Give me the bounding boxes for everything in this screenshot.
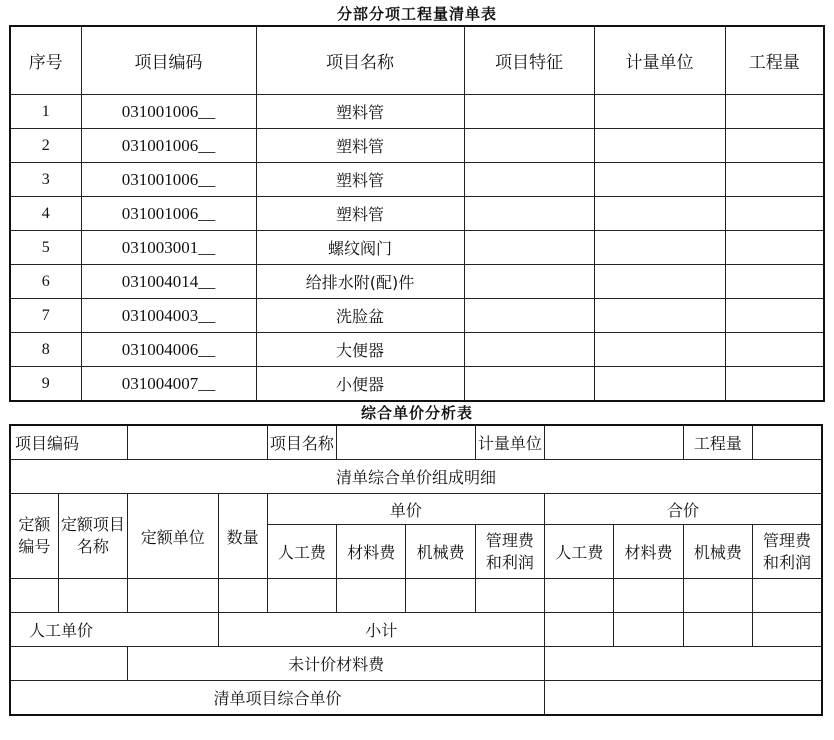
blank-cell [545, 613, 614, 647]
blank-cell [753, 579, 822, 613]
cell-item-name: 洗脸盆 [256, 299, 464, 333]
cell-item-code: 031001006__ [81, 163, 256, 197]
table-row [10, 231, 824, 265]
blank-cell [10, 647, 128, 681]
blank-cell [267, 579, 336, 613]
item-name-value [337, 425, 476, 460]
mgmt-line1: 管理费 [485, 530, 534, 550]
blank-cell [614, 579, 683, 613]
subtotal-row [10, 613, 822, 647]
cell-item-feature [464, 163, 594, 197]
price-group-row [10, 494, 822, 525]
blank-cell [545, 579, 614, 613]
cell-serial-no: 6 [10, 265, 81, 299]
cell-quantity [725, 333, 824, 367]
blank-data-row [10, 579, 822, 613]
count-header: 数量 [218, 494, 267, 579]
cell-item-feature [464, 333, 594, 367]
unit-price-analysis-title: 综合单价分析表 [360, 404, 473, 422]
cell-unit [594, 333, 725, 367]
quantity-label: 工程量 [683, 425, 752, 460]
cell-serial-no: 2 [10, 129, 81, 163]
mgmt-line1: 管理费 [763, 530, 812, 550]
unpriced-material-label: 未计价材料费 [128, 647, 545, 681]
cell-item-name: 大便器 [256, 333, 464, 367]
total-machine-header: 机械费 [683, 525, 752, 579]
item-code-label: 项目编码 [10, 425, 128, 460]
cell-item-code: 031004006__ [81, 333, 256, 367]
cell-unit [594, 367, 725, 402]
cell-item-name: 螺纹阀门 [256, 231, 464, 265]
cell-unit [594, 231, 725, 265]
table-row [10, 163, 824, 197]
cell-item-code: 031004007__ [81, 367, 256, 402]
cell-item-code: 031003001__ [81, 231, 256, 265]
blank-cell [337, 579, 406, 613]
table-header-row [10, 26, 824, 95]
cell-item-name: 塑料管 [256, 95, 464, 129]
cell-serial-no: 5 [10, 231, 81, 265]
cell-item-code: 031001006__ [81, 129, 256, 163]
unit-machine-header: 机械费 [406, 525, 475, 579]
labor-unit-price-label: 人工单价 [10, 613, 218, 647]
table-row [10, 299, 824, 333]
mgmt-line2: 和利润 [763, 552, 812, 572]
cell-unit [594, 163, 725, 197]
blank-cell [683, 579, 752, 613]
cell-quantity [725, 163, 824, 197]
detail-heading: 清单综合单价组成明细 [10, 460, 822, 494]
table-row [10, 367, 824, 402]
item-code-value [128, 425, 268, 460]
cell-item-name: 塑料管 [256, 163, 464, 197]
cell-item-code: 031001006__ [81, 95, 256, 129]
cell-item-feature [464, 197, 594, 231]
cell-quantity [725, 265, 824, 299]
cell-serial-no: 3 [10, 163, 81, 197]
cell-serial-no: 4 [10, 197, 81, 231]
subtotal-label: 小计 [218, 613, 545, 647]
blank-cell [614, 613, 683, 647]
cell-item-code: 031004003__ [81, 299, 256, 333]
cell-unit [594, 129, 725, 163]
cell-quantity [725, 367, 824, 402]
table-row [10, 265, 824, 299]
blank-cell [58, 579, 127, 613]
unit-labor-header: 人工费 [267, 525, 336, 579]
cell-quantity [725, 299, 824, 333]
cell-item-code: 031004014__ [81, 265, 256, 299]
header-quantity: 工程量 [725, 26, 824, 95]
cell-serial-no: 1 [10, 95, 81, 129]
mgmt-line2: 和利润 [485, 552, 534, 572]
cell-unit [594, 95, 725, 129]
total-price-group: 合价 [545, 494, 822, 525]
blank-cell [406, 579, 475, 613]
blank-cell [545, 647, 822, 681]
quota-name-header: 定额项目名称 [58, 494, 127, 579]
bill-of-quantities-title: 分部分项工程量清单表 [336, 5, 497, 23]
header-unit: 计量单位 [594, 26, 725, 95]
blank-cell [128, 579, 218, 613]
cell-item-name: 塑料管 [256, 197, 464, 231]
blank-cell [218, 579, 267, 613]
cell-unit [594, 299, 725, 333]
quota-no-header: 定额编号 [10, 494, 58, 579]
cell-item-name: 给排水附(配)件 [256, 265, 464, 299]
unit-price-group: 单价 [267, 494, 544, 525]
cell-quantity [725, 95, 824, 129]
bill-of-quantities-table [9, 25, 825, 402]
cell-item-feature [464, 231, 594, 265]
total-mgmt-header [753, 525, 822, 579]
comprehensive-price-row [10, 681, 822, 716]
cell-quantity [725, 197, 824, 231]
header-item-code: 项目编码 [81, 26, 256, 95]
cell-item-feature [464, 129, 594, 163]
cell-item-name: 小便器 [256, 367, 464, 402]
cell-serial-no: 8 [10, 333, 81, 367]
total-labor-header: 人工费 [545, 525, 614, 579]
header-item-feature: 项目特征 [464, 26, 594, 95]
analysis-header-row [10, 425, 822, 460]
quantity-value [753, 425, 822, 460]
cell-serial-no: 7 [10, 299, 81, 333]
blank-cell [683, 613, 752, 647]
blank-cell [753, 613, 822, 647]
cell-unit [594, 197, 725, 231]
table-row [10, 197, 824, 231]
unit-price-analysis-table [9, 424, 823, 716]
blank-cell [545, 681, 822, 716]
cell-item-name: 塑料管 [256, 129, 464, 163]
header-item-name: 项目名称 [256, 26, 464, 95]
quota-unit-header: 定额单位 [128, 494, 218, 579]
blank-cell [475, 579, 544, 613]
unpriced-material-row [10, 647, 822, 681]
detail-heading-row [10, 460, 822, 494]
cell-item-feature [464, 299, 594, 333]
unit-value [545, 425, 684, 460]
cell-item-code: 031001006__ [81, 197, 256, 231]
table-row [10, 95, 824, 129]
cell-item-feature [464, 95, 594, 129]
comprehensive-unit-price-label: 清单项目综合单价 [10, 681, 545, 716]
header-serial-no: 序号 [10, 26, 81, 95]
item-name-label: 项目名称 [267, 425, 336, 460]
cell-unit [594, 265, 725, 299]
blank-cell [10, 579, 58, 613]
table-row [10, 333, 824, 367]
cell-item-feature [464, 265, 594, 299]
cell-item-feature [464, 367, 594, 402]
total-material-header: 材料费 [614, 525, 683, 579]
table-row [10, 129, 824, 163]
unit-label: 计量单位 [475, 425, 544, 460]
cell-quantity [725, 231, 824, 265]
cell-serial-no: 9 [10, 367, 81, 402]
unit-mgmt-header [475, 525, 544, 579]
cell-quantity [725, 129, 824, 163]
unit-material-header: 材料费 [337, 525, 406, 579]
